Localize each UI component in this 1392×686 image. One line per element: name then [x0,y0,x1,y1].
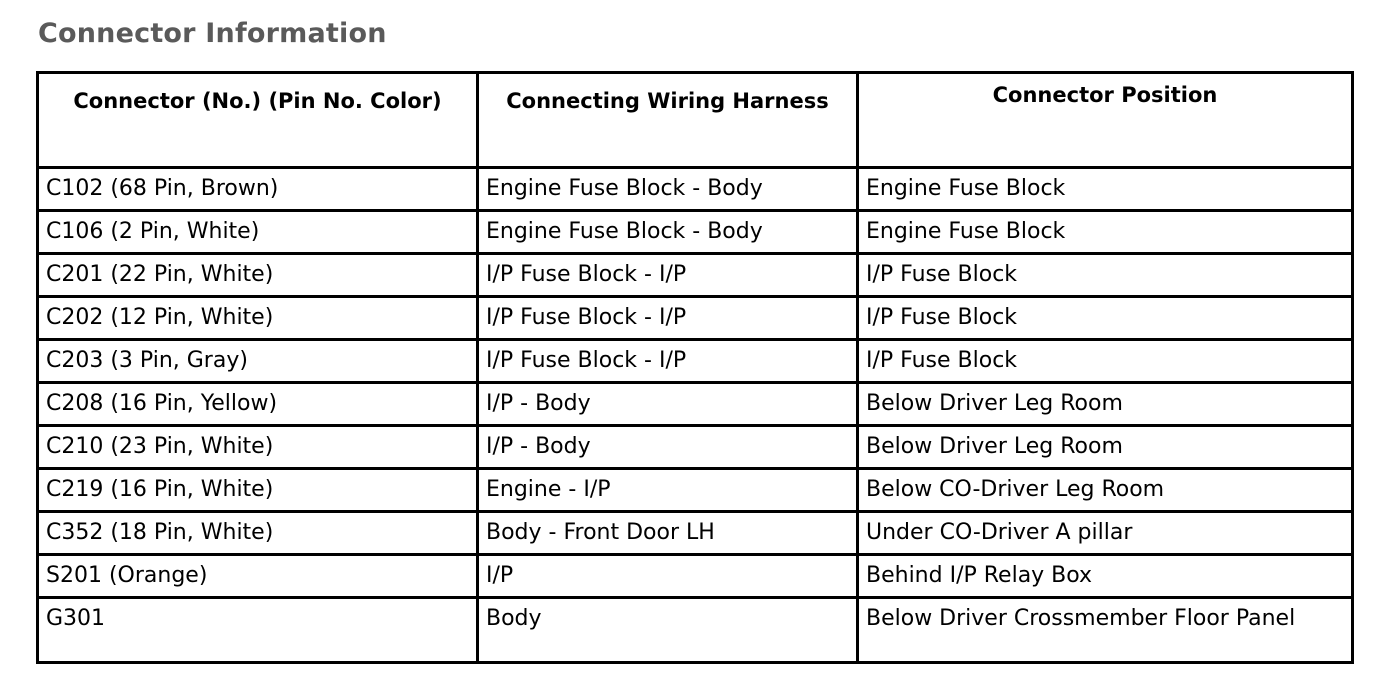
table-header-row [39,74,1351,169]
cell-connector: C352 (18 Pin, White) [39,513,479,556]
cell-position: Behind I/P Relay Box [859,556,1351,599]
cell-connector: C102 (68 Pin, Brown) [39,169,479,212]
table-row [39,255,1351,298]
cell-connector: G301 [39,599,479,661]
cell-connector: C210 (23 Pin, White) [39,427,479,470]
table-row [39,427,1351,470]
header-harness: Connecting Wiring Harness [479,74,859,169]
table-row [39,513,1351,556]
cell-harness: Engine Fuse Block - Body [479,212,859,255]
cell-position: Engine Fuse Block [859,212,1351,255]
cell-harness: I/P [479,556,859,599]
cell-harness: Body - Front Door LH [479,513,859,556]
cell-connector: C219 (16 Pin, White) [39,470,479,513]
cell-harness: Body [479,599,859,661]
cell-harness: I/P - Body [479,384,859,427]
cell-position: Below Driver Leg Room [859,427,1351,470]
cell-position: Below CO-Driver Leg Room [859,470,1351,513]
cell-position: Under CO-Driver A pillar [859,513,1351,556]
cell-harness: I/P Fuse Block - I/P [479,255,859,298]
cell-connector: C106 (2 Pin, White) [39,212,479,255]
table-row [39,298,1351,341]
table-row [39,599,1351,661]
cell-position: I/P Fuse Block [859,298,1351,341]
cell-harness: I/P Fuse Block - I/P [479,298,859,341]
cell-harness: Engine Fuse Block - Body [479,169,859,212]
header-connector: Connector (No.) (Pin No. Color) [39,74,479,169]
cell-position: Below Driver Crossmember Floor Panel [866,606,1296,631]
cell-connector: C202 (12 Pin, White) [39,298,479,341]
cell-position: Engine Fuse Block [859,169,1351,212]
cell-position: I/P Fuse Block [859,341,1351,384]
cell-position: Below Driver Leg Room [859,384,1351,427]
table-row [39,341,1351,384]
cell-connector: S201 (Orange) [39,556,479,599]
cell-harness: I/P - Body [479,427,859,470]
cell-connector: C203 (3 Pin, Gray) [39,341,479,384]
page-title: Connector Information [38,18,387,49]
table-row [39,384,1351,427]
connector-table [36,71,1354,664]
cell-connector: C201 (22 Pin, White) [39,255,479,298]
table-row [39,169,1351,212]
cell-harness: Engine - I/P [479,470,859,513]
header-position: Connector Position [859,74,1351,169]
table-row [39,470,1351,513]
cell-position: I/P Fuse Block [859,255,1351,298]
table-row [39,212,1351,255]
cell-connector: C208 (16 Pin, Yellow) [39,384,479,427]
table-row [39,556,1351,599]
cell-harness: I/P Fuse Block - I/P [479,341,859,384]
